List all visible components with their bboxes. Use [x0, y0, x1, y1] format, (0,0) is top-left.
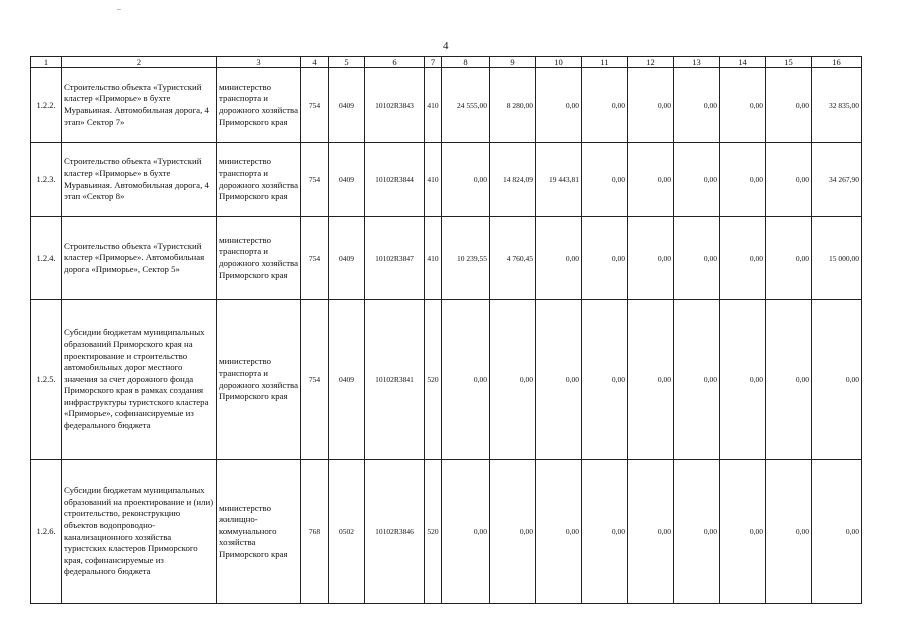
row-value: 0,00 — [720, 217, 766, 300]
row-value: 0,00 — [766, 300, 812, 460]
row-value: 24 555,00 — [442, 68, 490, 143]
row-total: 0,00 — [812, 460, 862, 604]
row-code-4: 754 — [301, 143, 329, 217]
row-value: 0,00 — [490, 460, 536, 604]
header-cell: 10 — [536, 57, 582, 68]
row-value: 0,00 — [442, 143, 490, 217]
row-code-7: 410 — [425, 217, 442, 300]
row-name: Субсидии бюджетам муниципальных образований Приморского края на проектирование и строительство автомобильных дорог местного значения за счет дорожного фонда Приморского края в рамках создания инфраструктуры туристского кластера «Приморье», софинансируемые из федерального бюджета — [62, 300, 217, 460]
row-value: 10 239,55 — [442, 217, 490, 300]
row-index: 1.2.3. — [31, 143, 62, 217]
row-value: 0,00 — [766, 217, 812, 300]
header-cell: 4 — [301, 57, 329, 68]
header-cell: 1 — [31, 57, 62, 68]
header-cell: 3 — [217, 57, 301, 68]
header-cell: 2 — [62, 57, 217, 68]
row-total: 15 000,00 — [812, 217, 862, 300]
row-code-5: 0409 — [329, 217, 365, 300]
row-value: 0,00 — [490, 300, 536, 460]
header-cell: 7 — [425, 57, 442, 68]
row-name: Субсидии бюджетам муниципальных образований на проектирование и (или) строительство, реконструкцию объектов водопроводно-канализационного хозяйства туристских кластеров Приморского края, софинансируемые из федерального бюджета — [62, 460, 217, 604]
row-value: 0,00 — [720, 460, 766, 604]
header-cell: 5 — [329, 57, 365, 68]
row-value: 0,00 — [536, 460, 582, 604]
row-value: 0,00 — [674, 460, 720, 604]
row-code-6: 10102R3847 — [365, 217, 425, 300]
row-code-4: 754 — [301, 300, 329, 460]
row-value: 0,00 — [582, 68, 628, 143]
table-row — [31, 68, 862, 143]
row-code-5: 0409 — [329, 143, 365, 217]
row-value: 0,00 — [582, 217, 628, 300]
row-name: Строительство объекта «Туристский кластер «Приморье». Автомобильная дорога «Приморье», Сектор 5» — [62, 217, 217, 300]
row-value: 0,00 — [628, 217, 674, 300]
row-code-5: 0502 — [329, 460, 365, 604]
header-cell: 16 — [812, 57, 862, 68]
row-code-7: 520 — [425, 460, 442, 604]
row-code-7: 410 — [425, 143, 442, 217]
row-index: 1.2.2. — [31, 68, 62, 143]
row-value: 0,00 — [674, 68, 720, 143]
row-total: 0,00 — [812, 300, 862, 460]
row-value: 0,00 — [674, 300, 720, 460]
row-value: 0,00 — [674, 217, 720, 300]
row-value: 0,00 — [628, 300, 674, 460]
budget-table — [30, 56, 862, 604]
page-number: 4 — [443, 40, 449, 52]
row-code-6: 10102R3841 — [365, 300, 425, 460]
header-cell: 13 — [674, 57, 720, 68]
row-value: 19 443,81 — [536, 143, 582, 217]
row-code-6: 10102R3844 — [365, 143, 425, 217]
row-value: 8 280,00 — [490, 68, 536, 143]
header-cell: 11 — [582, 57, 628, 68]
row-code-4: 754 — [301, 68, 329, 143]
row-value: 0,00 — [766, 143, 812, 217]
row-index: 1.2.6. — [31, 460, 62, 604]
header-row — [31, 57, 862, 68]
row-value: 0,00 — [442, 300, 490, 460]
scan-mark — [117, 9, 121, 10]
row-responsible: министерство жилищно-коммунального хозяйства Приморского края — [217, 460, 301, 604]
row-responsible: министерство транспорта и дорожного хозяйства Приморского края — [217, 300, 301, 460]
header-cell: 6 — [365, 57, 425, 68]
row-code-4: 768 — [301, 460, 329, 604]
row-index: 1.2.4. — [31, 217, 62, 300]
row-name: Строительство объекта «Туристский кластер «Приморье» в бухте Муравьиная. Автомобильная дорога, 4 этап» Сектор 7» — [62, 68, 217, 143]
table-row — [31, 460, 862, 604]
header-cell: 15 — [766, 57, 812, 68]
row-total: 34 267,90 — [812, 143, 862, 217]
row-value: 0,00 — [720, 300, 766, 460]
header-cell: 14 — [720, 57, 766, 68]
row-value: 0,00 — [582, 460, 628, 604]
row-value: 0,00 — [720, 143, 766, 217]
table-row — [31, 217, 862, 300]
header-cell: 8 — [442, 57, 490, 68]
row-value: 0,00 — [628, 460, 674, 604]
row-value: 0,00 — [536, 300, 582, 460]
row-code-7: 410 — [425, 68, 442, 143]
row-index: 1.2.5. — [31, 300, 62, 460]
row-name: Строительство объекта «Туристский кластер «Приморье» в бухте Муравьиная. Автомобильная дорога, 4 этап «Сектор 8» — [62, 143, 217, 217]
row-code-7: 520 — [425, 300, 442, 460]
row-value: 0,00 — [442, 460, 490, 604]
header-cell: 9 — [490, 57, 536, 68]
row-value: 0,00 — [582, 143, 628, 217]
row-total: 32 835,00 — [812, 68, 862, 143]
row-value: 0,00 — [766, 68, 812, 143]
row-value: 0,00 — [536, 68, 582, 143]
row-value: 0,00 — [628, 68, 674, 143]
row-responsible: министерство транспорта и дорожного хозяйства Приморского края — [217, 217, 301, 300]
header-cell: 12 — [628, 57, 674, 68]
row-code-6: 10102R3843 — [365, 68, 425, 143]
row-code-5: 0409 — [329, 300, 365, 460]
row-value: 14 824,09 — [490, 143, 536, 217]
row-value: 0,00 — [766, 460, 812, 604]
row-value: 0,00 — [582, 300, 628, 460]
row-value: 4 760,45 — [490, 217, 536, 300]
row-code-4: 754 — [301, 217, 329, 300]
row-value: 0,00 — [628, 143, 674, 217]
row-value: 0,00 — [674, 143, 720, 217]
row-value: 0,00 — [720, 68, 766, 143]
table-row — [31, 300, 862, 460]
row-code-5: 0409 — [329, 68, 365, 143]
row-value: 0,00 — [536, 217, 582, 300]
row-responsible: министерство транспорта и дорожного хозяйства Приморского края — [217, 143, 301, 217]
row-responsible: министерство транспорта и дорожного хозяйства Приморского края — [217, 68, 301, 143]
table-row — [31, 143, 862, 217]
row-code-6: 10102R3846 — [365, 460, 425, 604]
